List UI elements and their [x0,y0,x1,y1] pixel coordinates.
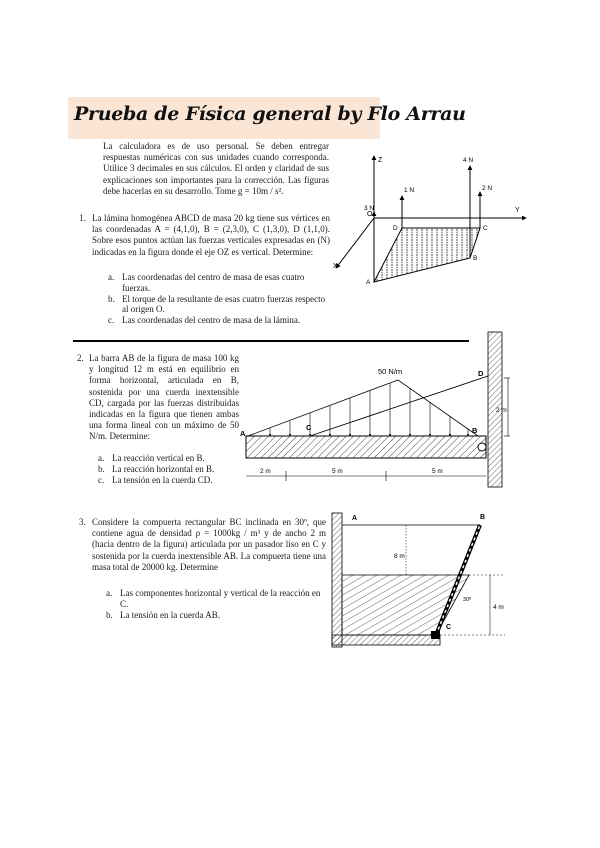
list-item [98,588,326,610]
problem3-statement [92,517,326,573]
problem1-figure [330,150,530,295]
item-letter: b. [108,293,115,304]
point-a-label: A [352,515,358,522]
angle-label: 30º [463,597,472,603]
dim-right-label: 5 m [432,468,443,475]
list-item [90,464,250,475]
point-a-label: A [366,279,371,286]
hinge-b [478,443,486,451]
item-letter: b. [98,463,105,474]
item-letter: c. [98,474,105,485]
distributed-load [248,380,478,436]
problem3-figure [330,505,530,650]
problem2-figure [240,330,510,490]
list-item [90,475,250,486]
item-text: La reacción vertical en B. [112,453,205,463]
problem3-text: Considere la compuerta rectangular BC inclinada en 30º, que contiene agua de densidad ρ = 1000kg / m³ y de ancho 2 m (hacia dentro de la figura) articulada por un pasador liso en C y sostenida por la cuerda inextensible AB. La compuerta tiene una masa total de 20000 kg. Determine [92,517,326,572]
item-text: Las coordenadas del centro de masa de esas cuatro fuerzas. [122,272,305,293]
page-title: Prueba de Física general by Flo Arrau [74,103,466,125]
hinge-c [431,631,440,639]
problem3-number: 3. [79,517,86,527]
item-text: El torque de la resultante de esas cuatro fuerzas respecto al origen O. [122,293,326,315]
force-3n-label: 3 N [364,205,375,212]
force-4n-label: 4 N [463,157,474,164]
item-letter: a. [98,453,105,463]
problem1-text: La lámina homogénea ABCD de masa 20 kg tiene sus vértices en las coordenadas A = (4,1,0), B = (2,3,0), C (1,3,0), D (1,1,0). Sobre esos puntos actúan las fuerzas verticales expresadas en (N) indicadas en la figura donde el eje OZ es vertical. Determine: [92,213,330,257]
item-letter: a. [106,588,113,598]
point-c-label: C [483,225,488,232]
origin-label: O [367,211,373,218]
item-text: La tensión en la cuerda AB. [120,609,220,620]
item-letter: a. [108,272,115,282]
problem2-number: 2. [77,353,84,363]
item-letter: c. [108,315,115,326]
height-label: 2 m [496,407,507,414]
x-axis [336,218,374,268]
item-text: La reacción horizontal en B. [112,463,215,474]
z-axis-label: Z [378,157,383,164]
dim-8m-label: 8 m [394,553,405,560]
load-max-label: 50 N/m [378,367,403,376]
problem2-statement [89,353,239,443]
dim-left-label: 2 m [260,468,271,475]
problem1-statement [92,213,330,258]
problem1-number: 1. [79,213,86,223]
plate-abcd [374,228,480,282]
list-item [90,453,250,464]
point-b-label: B [472,426,478,435]
intro-text [103,141,329,197]
force-2n-label: 2 N [482,185,493,192]
dim-4m-label: 4 m [493,604,504,611]
item-text: Las componentes horizontal y vertical de la reacción en C. [120,588,321,609]
x-axis-label: X [333,263,338,270]
item-letter: b. [106,609,113,620]
cable-cd [310,376,488,436]
bar-ab [246,436,486,458]
force-1n-label: 1 N [404,187,415,194]
problem2-questions [90,453,250,485]
point-c-label: C [446,624,452,631]
left-wall [332,513,342,647]
item-text: La tensión en la cuerda CD. [112,474,213,485]
y-axis-label: Y [515,207,520,214]
point-b-label: B [480,514,486,521]
point-c-label: C [306,423,312,432]
floor [332,635,440,645]
point-d-label: D [393,225,398,232]
problem3-questions [98,588,326,620]
point-d-label: D [478,369,484,378]
list-item [100,294,332,316]
problem2-text: La barra AB de la figura de masa 100 kg y longitud 12 m está en equilibrio en forma horizontal, articulada en B, sostenida por una cuerda inextensible CD, cargada por las fuerzas distribuidas indicadas en la figura que tienen ambas una forma lineal con un máximo de 50 N/m. Determine: [89,353,239,442]
dim-mid-label: 5 m [332,468,343,475]
point-a-label: A [240,429,246,438]
intro-paragraph: La calculadora es de uso personal. Se deben entregar respuestas numéricas con sus unidades cuando corresponda. Utilice 3 decimales en sus cálculos. El orden y claridad de sus explicaciones son importantes para la corrección. Las figuras debe hacerlas en su desarrollo. Tome g = 10m / s². [103,141,329,196]
item-text: Las coordenadas del centro de masa de la lámina. [122,315,301,326]
point-b-label: B [473,255,478,262]
list-item [100,315,332,326]
list-item [100,272,332,294]
problem1-questions [100,272,332,326]
list-item [98,610,326,621]
